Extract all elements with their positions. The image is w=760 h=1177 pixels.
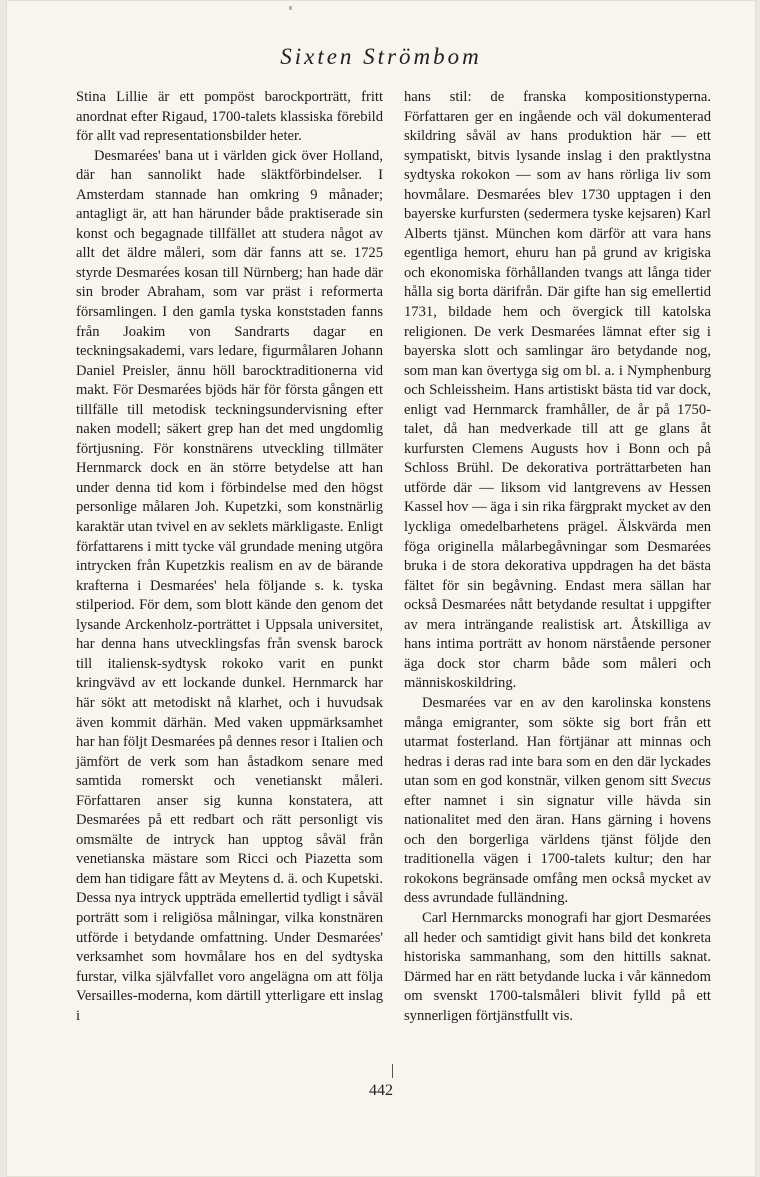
paragraph: hans stil: de franska kompositionstyperna. Författaren ger en ingående och väl dokumenterad skildring såväl av hans produktion här — ett sympatiskt, bitvis lysande inslag i den praktlystna sydtyska rokokon — som av hans rörliga liv som hovmålare. Desmarées blev 1730 upptagen i den bayerske kurfursten (sedermera tyske kejsaren) Karl Alberts tjänst. München kom därför att vara hans egentliga hemort, ehuru han på grund av krigiska och ekonomiska förhållanden tvangs att långa tider hålla sig borta därifrån. Där gifte han sig emellertid 1731, bildade hem och övergick till katolska religionen. De verk Desmarées lämnat efter sig i bayerska slott och samlingar äro betydande nog, som man kan övertyga sig om bl. a. i Nymphenburg och Schleissheim. Hans artistiskt bästa tid var dock, enligt vad Hernmarck framhåller, de år på 1750-talet, då han medverkade till att ge glans åt kurfursten Clemens Augusts hov i Bonn och på Schloss Brühl. De dekorativa porträttarbeten han utförde där — liksom vid lantgrevens av Hessen Kassel hov — äga i sin rika färgprakt mycket av den lyckliga omedelbarhetens prägel. Älskvärda men föga originella målarbegåvningar som Desmarées bruka i de stora dekorativa uppdragen ha det bästa fältet för sin begåvning. Endast mera sällan har också Desmarées nått betydande resultat i uppgifter av mera inträngande realistisk art. Åtskilliga av hans intima porträtt av honom närstående personer äga dock stor charm både som måleri och människoskildring. — [404, 89, 711, 692]
paragraph: Desmarées' bana ut i världen gick över Holland, där han sannolikt hade släktförbindelser. I Amsterdam stannade han omkring 9 månader; antagligt är, att han härunder både praktiserade sin konst och begagnade tillfället att studera något av allt det äldre måleri, som där fanns att se. 1725 styrde Desmarées kosan till Nürnberg; han hade där sin broder Abraham, som var präst i reformerta församlingen. I den gamla tyska konststaden fanns från Joakim von Sandrarts dagar en teckningsakademi, vars ledare, figurmålaren Johann Daniel Preisler, ännu höll barocktraditionerna vid makt. För Desmarées bjöds här för första gången ett tillfälle till metodisk teckningsundervisning efter naken modell; säkert grep han det med ungdomlig förtjusning. För konstnärens utveckling tillmäter Hernmarck dock en än större betydelse att han under denna tid kom i förbindelse med den högst personlige målaren Joh. Kupetzki, som konstnärlig karaktär utan tvivel en av seklets märkligaste. Enligt författarens i mitt tycke väl grundade mening utgöra intrycken från Kupetzkis realism en av de bärande krafterna i Desmarées' hela följande s. k. tyska stilperiod. För dem, som blott kände den genom det lysande Arckenholz-porträttet i Uppsala universitet, har denna hans utvecklingsfas från svensk barock till italiensk-sydtysk rokoko varit en punkt kringvävd av ett lockande dunkel. Hernmarck har här sökt att metodiskt nå klarhet, och i huvudsak även kommit därhän. Med vaken uppmärksamhet har han följt Desmarées på dennes resor i Italien och jämfört de verk som han åstadkom senare med samtida romerskt och venetianskt måleri. Författaren anser sig kunna konstatera, att Desmarées på ett redbart och rätt personligt vis omsmälte de intryck han upptog såväl från venetianska mästare som Ricci och Piazetta som dem han tidigare fått av Meytens d. ä. och Kupetski. Dessa nya intryck uppträda emellertid tydligt i såväl porträtt som i religiösa målningar, vilka konstnären utförde i betydande omfattning. Under Desmarées' verksamhet som hovmålare hos en del sydtyska furstar, vilka självfallet voro angelägna om att följa Versailles-moderna, kom därtill ytterligare ett inslag i — [76, 147, 383, 1024]
page-number: 442 — [369, 1082, 393, 1099]
running-header: Sixten Strömbom — [280, 44, 482, 69]
right-column — [404, 88, 711, 1026]
paragraph: Stina Lillie är ett pompöst barockporträtt, fritt anordnat efter Rigaud, 1700-talets klassiska förebild för allt vad representationsbilder heter. — [76, 89, 383, 145]
scan-mark — [289, 6, 292, 10]
page — [6, 0, 756, 1177]
paragraph: Carl Hernmarcks monografi har gjort Desmarées all heder och samtidigt givit hans bild det konkreta historiska sammanhang, som den hittills saknat. Därmed har en rätt betydande lucka i vår kännedom om svenskt 1700-talsmåleri blivit fylld på ett synnerligen förtjänstfullt vis. — [404, 909, 711, 1024]
italic-word: Svecus — [671, 773, 711, 790]
left-column — [76, 88, 383, 1026]
paragraph: Desmarées var en av den karolinska konstens många emigranter, som sökte sig bort från ett utarmat fosterland. Han förtjänar att minnas och hedras i deras rad inte bara som en den där lyckades utan som en god konstnär, vilken genom sitt Svecus efter namnet i sin signatur ville hävda sin nationalitet med den äran. Hans gärning i hovens och den borgerliga världens tjänst följde den traditionella vägen i 1700-talets kultur; den har rokokons begränsade omfång men också mycket av dess avrundade fulländning. — [404, 694, 711, 907]
column-divider — [392, 1064, 393, 1078]
